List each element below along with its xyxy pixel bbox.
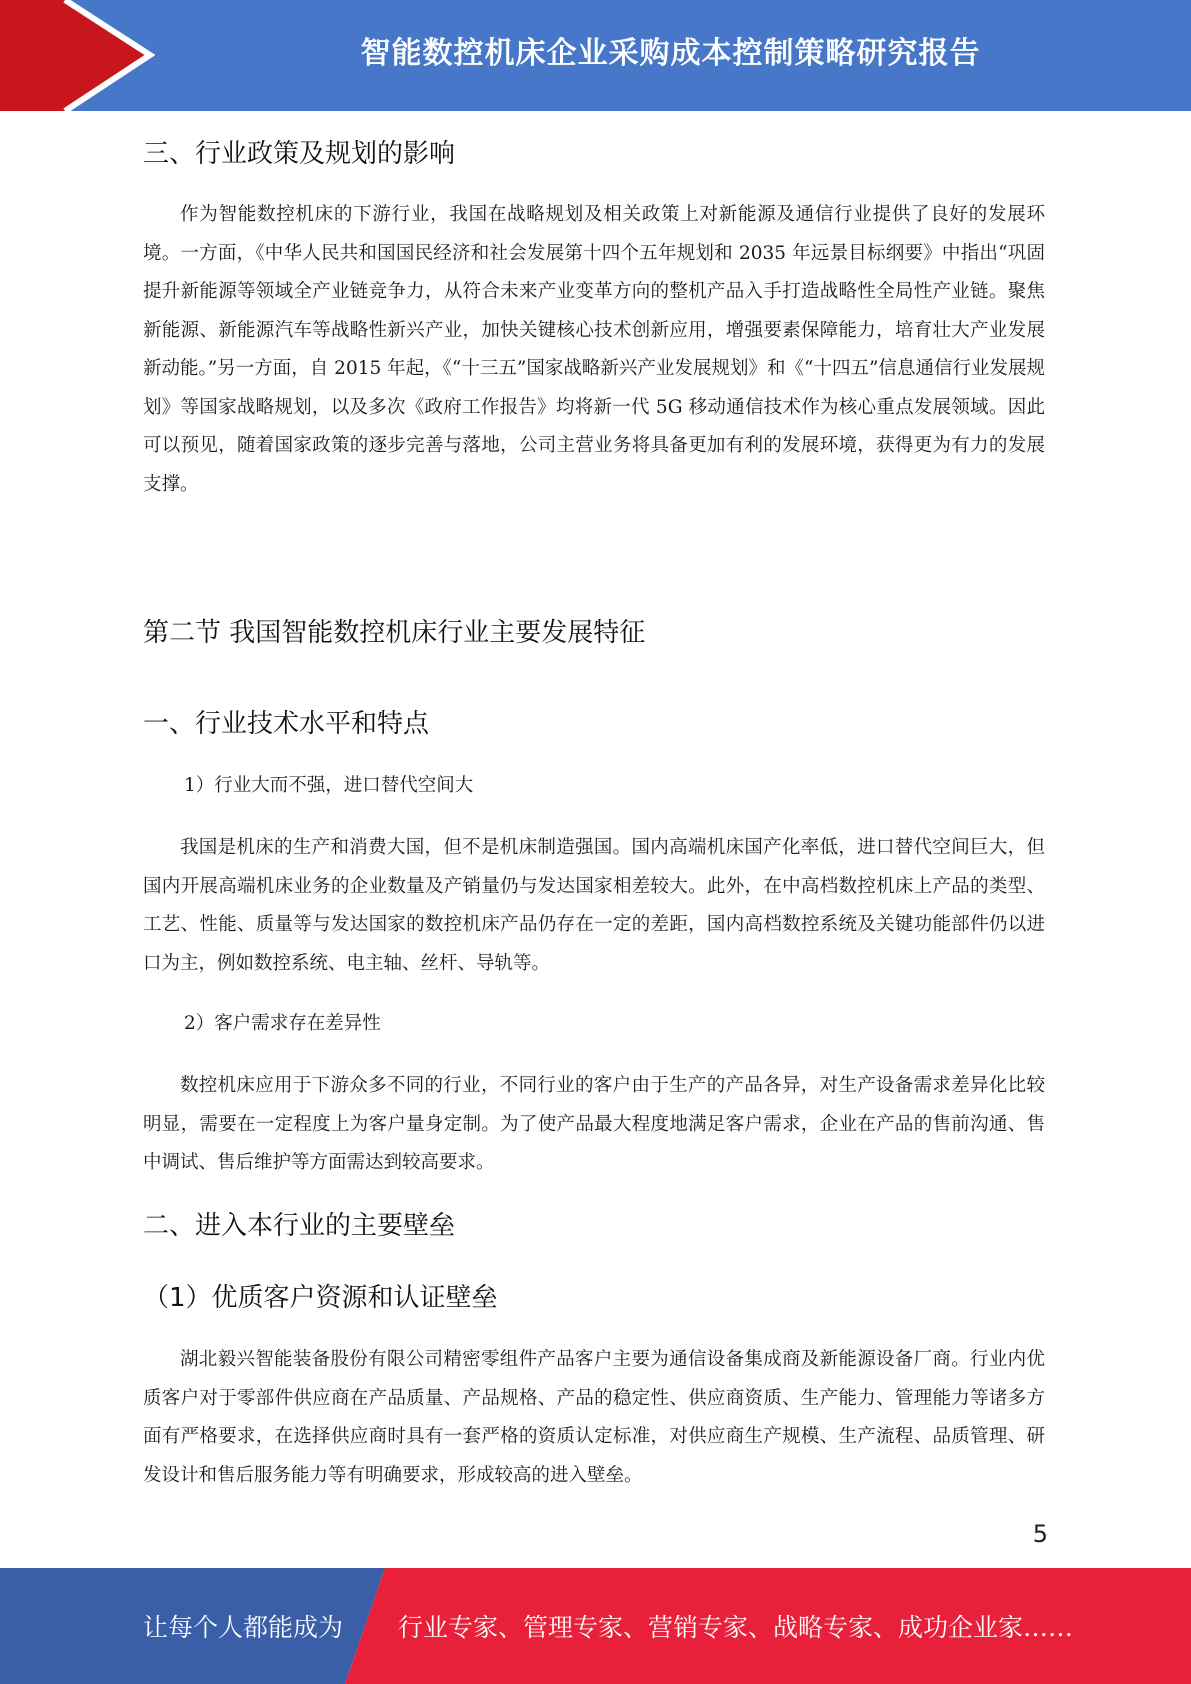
footer-slogan-left: 让每个人都能成为 [143,1613,344,1642]
chapter-heading: 第二节 我国智能数控机床行业主要发展特征 [143,618,646,648]
section-heading-barrier: 二、进入本行业的主要壁垒 [143,1211,456,1241]
page-number: 5 [1032,1520,1048,1548]
policy-paragraph: 作为智能数控机床的下游行业，我国在战略规划及相关政策上对新能源及通信行业提供了良好的发展环境。一方面，《中华人民共和国国民经济和社会发展第十四个五年规划和 2035 年远景目标纲要》中指出“巩固提升新能源等领域全产业链竞争力，从符合未来产业变革方向的整机产品入手打造战略性全局性产业链。聚焦新能源、新能源汽车等战略性新兴产业，加快关键核心技术创新应用，增强要素保障能力，培育壮大产业发展新动能。”另一方面，自 2015 年起，《“十三五”国家战略新兴产业发展规划》和《“十四五”信息通信行业发展规划》等国家战略规划，以及多次《政府工作报告》均将新一代 5G 移动通信技术作为核心重点发展领域。因此可以预见，随着国家政策的逐步完善与落地，公司主营业务将具备更加有利的发展环境，获得更为有力的发展支撑。 [143,204,1045,495]
section-heading-tech: 一、行业技术水平和特点 [143,709,430,739]
header-arrow-decoration [0,0,160,111]
tech-item2-paragraph: 数控机床应用于下游众多不同的行业，不同行业的客户由于生产的产品各异，对生产设备需求差异化比较明显，需要在一定程度上为客户量身定制。为了使产品最大程度地满足客户需求，企业在产品的售前沟通、售中调试、售后维护等方面需达到较高要求。 [143,1075,1045,1173]
barrier-sub-heading: （1）优质客户资源和认证壁垒 [143,1283,498,1313]
tech-item2-title: 2）客户需求存在差异性 [184,1013,381,1034]
footer-slogan-right: 行业专家、管理专家、营销专家、战略专家、成功企业家…… [398,1613,1074,1642]
footer-banner [0,1568,1191,1684]
section-heading-policy: 三、行业政策及规划的影响 [143,139,456,169]
header-banner [0,0,1191,111]
report-title: 智能数控机床企业采购成本控制策略研究报告 [360,36,981,71]
tech-item1-title: 1）行业大而不强，进口替代空间大 [184,775,474,796]
tech-item1-paragraph: 我国是机床的生产和消费大国，但不是机床制造强国。国内高端机床国产化率低，进口替代空间巨大，但国内开展高端机床业务的企业数量及产销量仍与发达国家相差较大。此外，在中高档数控机床上产品的类型、工艺、性能、质量等与发达国家的数控机床产品仍存在一定的差距，国内高档数控系统及关键功能部件仍以进口为主，例如数控系统、电主轴、丝杆、导轨等。 [143,837,1045,974]
barrier-paragraph: 湖北毅兴智能装备股份有限公司精密零组件产品客户主要为通信设备集成商及新能源设备厂商。行业内优质客户对于零部件供应商在产品质量、产品规格、产品的稳定性、供应商资质、生产能力、管理能力等诸多方面有严格要求，在选择供应商时具有一套严格的资质认定标准，对供应商生产规模、生产流程、品质管理、研发设计和售后服务能力等有明确要求，形成较高的进入壁垒。 [143,1349,1045,1486]
